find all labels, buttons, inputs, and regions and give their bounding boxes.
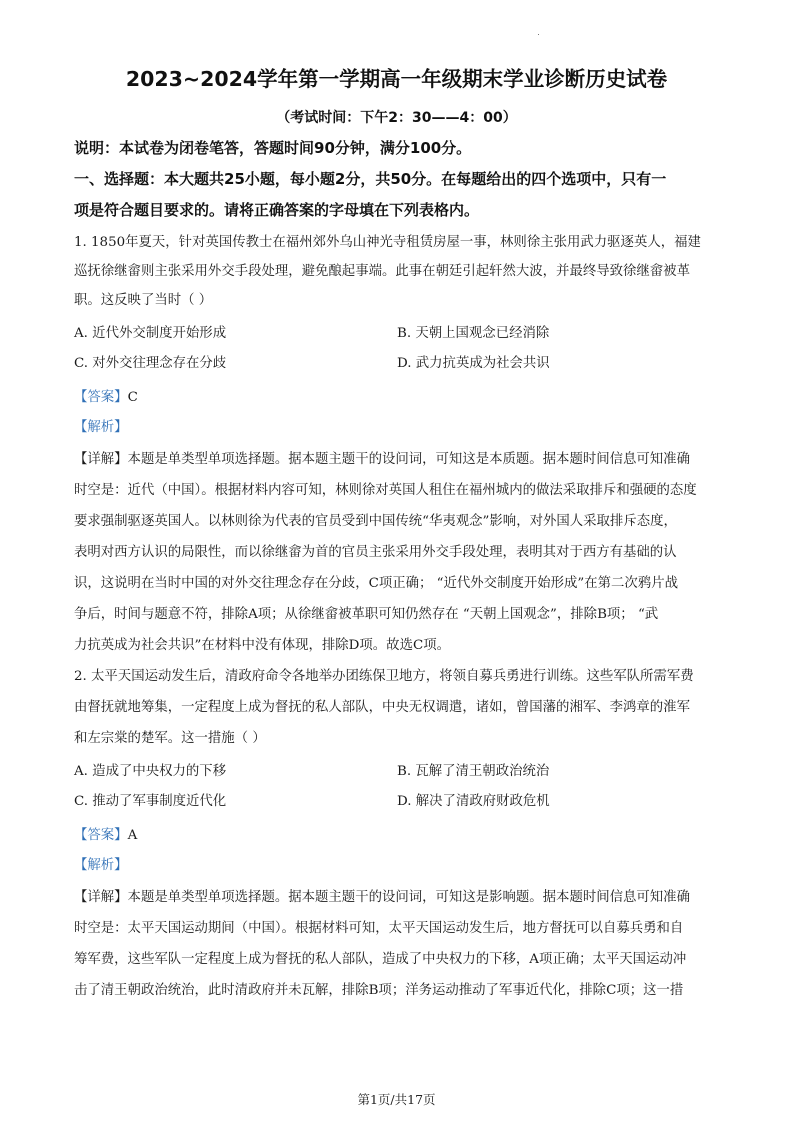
section-heading-line1: 一、选择题：本大题共25小题，每小题2分，共50分。在每题给出的四个选项中，只有一 (74, 170, 667, 188)
question-1-option-d: D. 武力抗英成为社会共识 (397, 356, 550, 371)
question-1-answer (74, 388, 724, 408)
question-1-stem-line3: 职。这反映了当时（ ） (74, 293, 213, 308)
question-2-detail-line1: 【详解】本题是单类型单项选择题。据本题主题干的设问词，可知这是影响题。据本题时间信息可知准确 (74, 890, 690, 905)
page-number: 第1页/共17页 (357, 1092, 436, 1107)
question-2-option-b: B. 瓦解了清王朝政治统治 (397, 764, 550, 779)
question-2-detail-line2: 时空是：太平天国运动期间（中国）。根据材料可知，太平天国运动发生后，地方督抚可以自募兵勇和自 (74, 921, 684, 936)
question-1-detail-line3: 要求强制驱逐英国人。以林则徐为代表的官员受到中国传统“华夷观念”影响，对外国人采取排斥态度， (74, 514, 677, 529)
question-2-answer (74, 826, 724, 846)
section-heading-line2: 项是符合题目要求的。请将正确答案的字母填在下列表格内。 (74, 201, 480, 219)
answer-value: A (127, 828, 138, 843)
question-1-detail-line2: 时空是：近代（中国）。根据材料内容可知，林则徐对英国人租住在福州城内的做法采取排斥和强硬的态度 (74, 483, 697, 498)
question-1-option-c: C. 对外交往理念存在分歧 (74, 356, 227, 371)
question-1-detail-line6: 争后，时间与题意不符，排除A项；从徐继畲被革职可知仍然存在 “天朝上国观念”，排除B项； “武 (74, 607, 659, 622)
question-1-detail-line4: 表明对西方认识的局限性，而以徐继畲为首的官员主张采用外交手段处理，表明其对于西方有基础的认 (74, 545, 677, 560)
answer-tag: 【答案】 (74, 828, 128, 843)
question-1-detail-line1: 【详解】本题是单类型单项选择题。据本题主题干的设问词，可知这是本质题。据本题时间信息可知准确 (74, 452, 690, 467)
instruction-note: 说明：本试卷为闭卷笔答，答题时间90分钟，满分100分。 (74, 139, 472, 157)
question-2-option-d: D. 解决了清政府财政危机 (397, 794, 550, 809)
question-2-analysis-tag: 【解析】 (74, 858, 128, 873)
question-2-option-c: C. 推动了军事制度近代化 (74, 794, 227, 809)
question-2-detail-line4: 击了清王朝政治统治，此时清政府并未瓦解，排除B项；洋务运动推动了军事近代化，排除C项；这一措 (74, 983, 684, 998)
question-1-analysis-tag: 【解析】 (74, 420, 128, 435)
question-1-detail-line5: 识，这说明在当时中国的对外交往理念存在分歧，C项正确； “近代外交制度开始形成”在第二次鸦片战 (74, 576, 678, 591)
question-2-detail-line3: 筹军费，这些军队一定程度上成为督抚的私人部队，造成了中央权力的下移，A项正确；太平天国运动冲 (74, 952, 687, 967)
question-2-option-a: A. 造成了中央权力的下移 (74, 764, 227, 779)
question-1-option-a: A. 近代外交制度开始形成 (74, 326, 227, 341)
answer-tag: 【答案】 (74, 390, 128, 405)
question-1-stem-line1: 1. 1850年夏天，针对英国传教士在福州郊外乌山神光寺租赁房屋一事，林则徐主张用武力驱逐英人，福建 (74, 235, 701, 250)
question-2-stem-line1: 2. 太平天国运动发生后，清政府命令各地举办团练保卫地方，将领自募兵勇进行训练。这些军队所需军费 (74, 669, 694, 684)
question-2-stem-line3: 和左宗棠的楚军。这一措施（ ） (74, 731, 266, 746)
answer-value: C (127, 390, 138, 405)
question-1-option-b: B. 天朝上国观念已经消除 (397, 326, 550, 341)
scan-dot (538, 34, 539, 35)
question-1-stem-line2: 巡抚徐继畲则主张采用外交手段处理，避免酿起事端。此事在朝廷引起轩然大波，并最终导致徐继畲被革 (74, 264, 690, 279)
question-1-detail-line7: 力抗英成为社会共识”在材料中没有体现，排除D项。故选C项。 (74, 638, 450, 653)
exam-time: （考试时间：下午2：30——4：00） (276, 110, 517, 126)
page-title: 2023~2024学年第一学期高一年级期末学业诊断历史试卷 (125, 67, 668, 91)
question-2-stem-line2: 由督抚就地筹集，一定程度上成为督抚的私人部队，中央无权调遣，诸如，曾国藩的湘军、李鸿章的淮军 (74, 700, 690, 715)
